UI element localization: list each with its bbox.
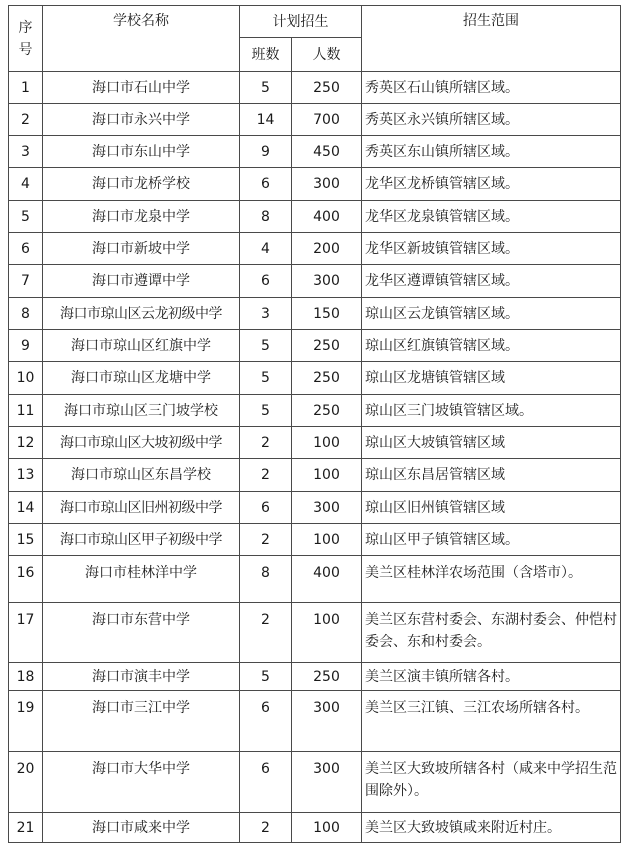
cell-people: 400: [292, 556, 362, 603]
table-row: [9, 813, 621, 843]
cell-range: 秀英区永兴镇所辖区域。: [362, 104, 621, 136]
cell-people: 300: [292, 752, 362, 813]
cell-range: 美兰区东营村委会、东湖村委会、仲恺村委会、东和村委会。: [362, 603, 621, 663]
cell-school-name: 海口市遵谭中学: [43, 265, 240, 298]
cell-classes: 8: [240, 556, 292, 603]
cell-range: 龙华区龙桥镇管辖区域。: [362, 168, 621, 201]
cell-school-name: 海口市桂林洋中学: [43, 556, 240, 603]
cell-classes: 2: [240, 603, 292, 663]
cell-seq: 9: [9, 330, 43, 362]
cell-seq: 3: [9, 136, 43, 168]
cell-people: 100: [292, 603, 362, 663]
cell-school-name: 海口市琼山区东昌学校: [43, 459, 240, 492]
table-row: [9, 330, 621, 362]
cell-people: 300: [292, 492, 362, 524]
cell-seq: 19: [9, 691, 43, 752]
cell-seq: 1: [9, 72, 43, 104]
table-row: [9, 136, 621, 168]
cell-range: 琼山区东昌居管辖区域: [362, 459, 621, 492]
table-row: [9, 395, 621, 427]
cell-seq: 7: [9, 265, 43, 298]
cell-range: 美兰区三江镇、三江农场所辖各村。: [362, 691, 621, 752]
header-range: 招生范围: [362, 6, 621, 72]
cell-range: 美兰区演丰镇所辖各村。: [362, 663, 621, 691]
cell-people: 250: [292, 395, 362, 427]
cell-range: 秀英区东山镇所辖区域。: [362, 136, 621, 168]
table-row: [9, 459, 621, 492]
cell-school-name: 海口市琼山区龙塘中学: [43, 362, 240, 395]
cell-classes: 3: [240, 298, 292, 330]
cell-seq: 16: [9, 556, 43, 603]
header-seq-line2: 号: [18, 41, 33, 58]
table-row: [9, 524, 621, 556]
cell-classes: 2: [240, 427, 292, 459]
cell-range: 龙华区遵谭镇管辖区域。: [362, 265, 621, 298]
cell-people: 300: [292, 691, 362, 752]
table-row: [9, 752, 621, 813]
cell-school-name: 海口市琼山区红旗中学: [43, 330, 240, 362]
cell-school-name: 海口市大华中学: [43, 752, 240, 813]
cell-school-name: 海口市琼山区三门坡学校: [43, 395, 240, 427]
cell-classes: 6: [240, 752, 292, 813]
cell-classes: 5: [240, 362, 292, 395]
cell-range: 琼山区旧州镇管辖区域: [362, 492, 621, 524]
cell-range: 琼山区红旗镇管辖区域。: [362, 330, 621, 362]
cell-seq: 21: [9, 813, 43, 843]
cell-school-name: 海口市琼山区旧州初级中学: [43, 492, 240, 524]
cell-seq: 14: [9, 492, 43, 524]
cell-classes: 2: [240, 524, 292, 556]
cell-people: 250: [292, 72, 362, 104]
table-row: [9, 104, 621, 136]
cell-seq: 4: [9, 168, 43, 201]
cell-people: 700: [292, 104, 362, 136]
cell-people: 450: [292, 136, 362, 168]
cell-school-name: 海口市琼山区云龙初级中学: [43, 298, 240, 330]
cell-range: 秀英区石山镇所辖区域。: [362, 72, 621, 104]
cell-range: 琼山区龙塘镇管辖区域: [362, 362, 621, 395]
table-row: [9, 603, 621, 663]
table-row: [9, 201, 621, 233]
cell-classes: 2: [240, 459, 292, 492]
cell-range: 琼山区甲子镇管辖区域。: [362, 524, 621, 556]
table-row: [9, 298, 621, 330]
cell-classes: 14: [240, 104, 292, 136]
cell-seq: 15: [9, 524, 43, 556]
header-seq: [9, 6, 43, 72]
cell-classes: 2: [240, 813, 292, 843]
cell-school-name: 海口市演丰中学: [43, 663, 240, 691]
cell-people: 100: [292, 813, 362, 843]
cell-people: 150: [292, 298, 362, 330]
table-row: [9, 265, 621, 298]
header-school-name: 学校名称: [43, 6, 240, 72]
cell-classes: 5: [240, 395, 292, 427]
cell-school-name: 海口市琼山区大坡初级中学: [43, 427, 240, 459]
cell-classes: 6: [240, 691, 292, 752]
cell-people: 300: [292, 265, 362, 298]
cell-school-name: 海口市三江中学: [43, 691, 240, 752]
cell-seq: 6: [9, 233, 43, 265]
cell-seq: 12: [9, 427, 43, 459]
cell-range: 龙华区新坡镇管辖区域。: [362, 233, 621, 265]
cell-range: 琼山区三门坡镇管辖区域。: [362, 395, 621, 427]
cell-range: 美兰区桂林洋农场范围（含塔市）。: [362, 556, 621, 603]
table-row: [9, 233, 621, 265]
cell-range: 龙华区龙泉镇管辖区域。: [362, 201, 621, 233]
table-row: [9, 427, 621, 459]
cell-seq: 2: [9, 104, 43, 136]
admission-plan-table: [8, 5, 621, 843]
cell-school-name: 海口市龙泉中学: [43, 201, 240, 233]
cell-school-name: 海口市咸来中学: [43, 813, 240, 843]
cell-people: 400: [292, 201, 362, 233]
header-classes: 班数: [240, 38, 292, 72]
cell-people: 100: [292, 427, 362, 459]
table-row: [9, 492, 621, 524]
table-row: [9, 691, 621, 752]
table-row: [9, 168, 621, 201]
cell-range: 美兰区大致坡镇咸来附近村庄。: [362, 813, 621, 843]
cell-seq: 20: [9, 752, 43, 813]
cell-classes: 4: [240, 233, 292, 265]
cell-seq: 11: [9, 395, 43, 427]
cell-range: 琼山区云龙镇管辖区域。: [362, 298, 621, 330]
table-row: [9, 663, 621, 691]
cell-school-name: 海口市永兴中学: [43, 104, 240, 136]
cell-classes: 6: [240, 168, 292, 201]
header-seq-line1: 序: [18, 19, 33, 36]
cell-seq: 17: [9, 603, 43, 663]
cell-seq: 18: [9, 663, 43, 691]
cell-school-name: 海口市东营中学: [43, 603, 240, 663]
cell-people: 250: [292, 362, 362, 395]
cell-classes: 5: [240, 663, 292, 691]
cell-classes: 9: [240, 136, 292, 168]
table-row: [9, 362, 621, 395]
cell-seq: 13: [9, 459, 43, 492]
cell-school-name: 海口市东山中学: [43, 136, 240, 168]
cell-school-name: 海口市新坡中学: [43, 233, 240, 265]
cell-classes: 5: [240, 330, 292, 362]
cell-school-name: 海口市石山中学: [43, 72, 240, 104]
cell-people: 250: [292, 330, 362, 362]
cell-classes: 5: [240, 72, 292, 104]
table-row: [9, 72, 621, 104]
table-row: [9, 556, 621, 603]
cell-range: 美兰区大致坡所辖各村（咸来中学招生范围除外）。: [362, 752, 621, 813]
cell-school-name: 海口市琼山区甲子初级中学: [43, 524, 240, 556]
cell-people: 100: [292, 524, 362, 556]
cell-people: 250: [292, 663, 362, 691]
cell-seq: 10: [9, 362, 43, 395]
cell-people: 100: [292, 459, 362, 492]
cell-people: 300: [292, 168, 362, 201]
cell-seq: 8: [9, 298, 43, 330]
header-people: 人数: [292, 38, 362, 72]
cell-classes: 6: [240, 492, 292, 524]
cell-school-name: 海口市龙桥学校: [43, 168, 240, 201]
cell-people: 200: [292, 233, 362, 265]
header-plan: 计划招生: [240, 6, 362, 38]
cell-range: 琼山区大坡镇管辖区域: [362, 427, 621, 459]
cell-seq: 5: [9, 201, 43, 233]
cell-classes: 8: [240, 201, 292, 233]
cell-classes: 6: [240, 265, 292, 298]
